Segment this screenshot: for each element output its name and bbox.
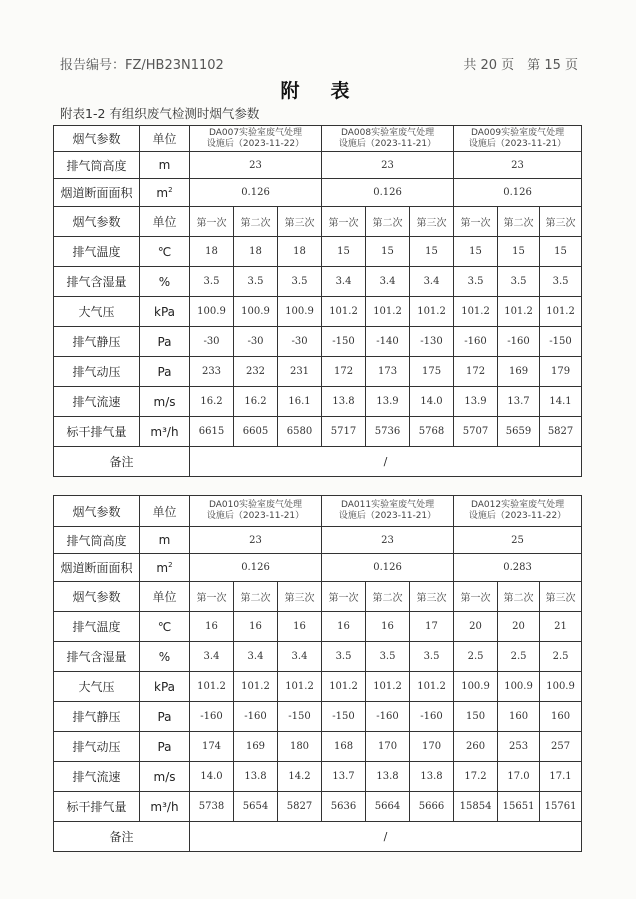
measurement-value: 5717 (322, 417, 366, 447)
section-area-value: 0.126 (190, 179, 322, 207)
measurement-value: 101.2 (322, 297, 366, 327)
sample-ordinal: 第一次 (190, 582, 234, 612)
table-row (54, 642, 582, 672)
table-row (54, 702, 582, 732)
measurement-value: 6580 (278, 417, 322, 447)
facility-header (454, 496, 582, 527)
row-label: 排气温度 (54, 612, 140, 642)
measurement-value: 13.9 (454, 387, 498, 417)
measurement-value: 150 (454, 702, 498, 732)
facility-header (322, 496, 454, 527)
sample-ordinal: 第二次 (234, 207, 278, 237)
measurement-value: 3.5 (322, 642, 366, 672)
measurement-value: 175 (410, 357, 454, 387)
measurement-value: 15854 (454, 792, 498, 822)
measurement-value: 101.2 (234, 672, 278, 702)
sample-ordinal: 第三次 (278, 207, 322, 237)
measurement-value: 172 (322, 357, 366, 387)
measurement-value: 3.4 (234, 642, 278, 672)
measurement-value: 2.5 (540, 642, 582, 672)
unit-header: 单位 (140, 126, 190, 152)
table-row (54, 672, 582, 702)
section-area-unit: $m^2$ (140, 554, 190, 582)
facility-header (190, 496, 322, 527)
row-label: 大气压 (54, 297, 140, 327)
measurement-value: 16 (190, 612, 234, 642)
measurement-value: 3.5 (234, 267, 278, 297)
section-area-value: 0.126 (190, 554, 322, 582)
measurement-value: 3.4 (410, 267, 454, 297)
measurement-value: -150 (322, 327, 366, 357)
row-label: 排气流速 (54, 387, 140, 417)
section-area-value: 0.126 (454, 179, 582, 207)
param-header: 烟气参数 (54, 126, 140, 152)
stack-height-value: 25 (454, 527, 582, 554)
table-row (54, 267, 582, 297)
stack-height-value: 23 (454, 152, 582, 179)
facility-date: 设施后（2023-11-22） (206, 138, 305, 149)
facility-date: 设施后（2023-11-21） (468, 138, 567, 149)
section-area-label: 烟道断面面积 (54, 179, 140, 207)
facility-name: DA011实验室废气处理 (340, 500, 435, 510)
facility-header (322, 126, 454, 152)
measurement-value: 20 (454, 612, 498, 642)
measurement-value: -150 (322, 702, 366, 732)
unit-header: 单位 (140, 582, 190, 612)
row-unit: Pa (140, 732, 190, 762)
measurement-value: 17 (410, 612, 454, 642)
measurement-value: 14.2 (278, 762, 322, 792)
facility-name: DA007实验室废气处理 (208, 127, 303, 138)
measurement-value: 169 (234, 732, 278, 762)
measurement-value: 13.8 (410, 762, 454, 792)
measurement-value: 2.5 (498, 642, 540, 672)
measurement-value: 172 (454, 357, 498, 387)
measurement-value: 170 (366, 732, 410, 762)
unit-text: m (156, 560, 169, 575)
section-area-label: 烟道断面面积 (54, 554, 140, 582)
measurement-value: 13.7 (322, 762, 366, 792)
measurement-value: 20 (498, 612, 540, 642)
measurement-value: -30 (278, 327, 322, 357)
measurement-value: 16 (322, 612, 366, 642)
row-label: 排气静压 (54, 702, 140, 732)
measurement-value: 5666 (410, 792, 454, 822)
stack-height-value: 23 (190, 152, 322, 179)
measurement-value: -150 (540, 327, 582, 357)
measurement-value: 3.4 (322, 267, 366, 297)
row-unit: m³/h (140, 792, 190, 822)
measurement-value: 3.5 (278, 267, 322, 297)
measurement-value: 3.5 (498, 267, 540, 297)
measurement-value: 233 (190, 357, 234, 387)
measurement-value: 18 (234, 237, 278, 267)
measurement-value: 101.2 (410, 672, 454, 702)
measurement-value: 16.2 (234, 387, 278, 417)
measurement-value: 232 (234, 357, 278, 387)
measurement-value: 100.9 (498, 672, 540, 702)
facility-date: 设施后（2023-11-22） (468, 511, 567, 521)
measurement-value: 3.5 (366, 642, 410, 672)
param-header: 烟气参数 (54, 582, 140, 612)
measurement-value: 3.5 (540, 267, 582, 297)
row-unit: kPa (140, 297, 190, 327)
row-label: 排气动压 (54, 732, 140, 762)
report-number: 报告编号：FZ/HB23N1102 (60, 58, 224, 73)
measurement-value: 5659 (498, 417, 540, 447)
measurement-value: -160 (234, 702, 278, 732)
sample-ordinal: 第三次 (540, 582, 582, 612)
measurement-value: 15 (454, 237, 498, 267)
measurement-value: 5768 (410, 417, 454, 447)
sample-ordinal: 第三次 (540, 207, 582, 237)
row-unit: m³/h (140, 417, 190, 447)
row-label: 标干排气量 (54, 417, 140, 447)
sample-ordinal: 第一次 (322, 207, 366, 237)
facility-date: 设施后（2023-11-21） (338, 138, 437, 149)
row-label: 排气含湿量 (54, 267, 140, 297)
table-row (54, 417, 582, 447)
row-label: 排气流速 (54, 762, 140, 792)
measurement-value: 21 (540, 612, 582, 642)
row-unit: kPa (140, 672, 190, 702)
sample-ordinal: 第一次 (190, 207, 234, 237)
stack-height-label: 排气筒高度 (54, 527, 140, 554)
row-unit: % (140, 642, 190, 672)
sample-ordinal: 第二次 (234, 582, 278, 612)
measurement-value: -160 (498, 327, 540, 357)
measurement-value: 101.2 (454, 297, 498, 327)
measurement-value: 5654 (234, 792, 278, 822)
measurement-value: -160 (410, 702, 454, 732)
sample-ordinal: 第三次 (410, 207, 454, 237)
sample-ordinal: 第三次 (410, 582, 454, 612)
measurement-value: 101.2 (278, 672, 322, 702)
measurement-value: 3.5 (454, 267, 498, 297)
table-caption: 附表1-2 有组织废气检测时烟气参数 (60, 106, 260, 121)
section-area-unit: $m^2$ (140, 179, 190, 207)
row-unit: Pa (140, 357, 190, 387)
table-row (54, 732, 582, 762)
measurement-value: -30 (190, 327, 234, 357)
stack-height-value: 23 (190, 527, 322, 554)
table-row (54, 792, 582, 822)
sample-ordinal: 第一次 (454, 582, 498, 612)
sample-ordinal: 第一次 (454, 207, 498, 237)
row-label: 排气动压 (54, 357, 140, 387)
measurement-value: 6615 (190, 417, 234, 447)
stack-height-unit: m (140, 152, 190, 179)
note-label: 备注 (54, 822, 190, 852)
measurement-value: 16.1 (278, 387, 322, 417)
row-label: 排气静压 (54, 327, 140, 357)
measurement-value: 2.5 (454, 642, 498, 672)
flue-gas-table-1 (53, 125, 582, 477)
row-unit: ℃ (140, 612, 190, 642)
measurement-value: 16 (278, 612, 322, 642)
measurement-value: -140 (366, 327, 410, 357)
measurement-value: 3.4 (190, 642, 234, 672)
measurement-value: 16.2 (190, 387, 234, 417)
measurement-value: 179 (540, 357, 582, 387)
measurement-value: 16 (234, 612, 278, 642)
sample-ordinal: 第二次 (498, 207, 540, 237)
measurement-value: 170 (410, 732, 454, 762)
measurement-value: 180 (278, 732, 322, 762)
measurement-value: 101.2 (322, 672, 366, 702)
section-area-value: 0.126 (322, 179, 454, 207)
measurement-value: 3.5 (410, 642, 454, 672)
measurement-value: 100.9 (454, 672, 498, 702)
table-row (54, 387, 582, 417)
measurement-value: 160 (540, 702, 582, 732)
measurement-value: 15 (322, 237, 366, 267)
measurement-value: 18 (190, 237, 234, 267)
row-unit: ℃ (140, 237, 190, 267)
measurement-value: 100.9 (234, 297, 278, 327)
section-area-value: 0.126 (322, 554, 454, 582)
sample-ordinal: 第三次 (278, 582, 322, 612)
stack-height-value: 23 (322, 152, 454, 179)
measurement-value: 13.8 (366, 762, 410, 792)
measurement-value: -160 (366, 702, 410, 732)
measurement-value: 101.2 (540, 297, 582, 327)
measurement-value: 6605 (234, 417, 278, 447)
row-unit: Pa (140, 702, 190, 732)
measurement-value: 5738 (190, 792, 234, 822)
measurement-value: 14.0 (410, 387, 454, 417)
facility-header (190, 126, 322, 152)
measurement-value: 15651 (498, 792, 540, 822)
measurement-value: 3.5 (190, 267, 234, 297)
measurement-value: 17.0 (498, 762, 540, 792)
measurement-value: 231 (278, 357, 322, 387)
stack-height-value: 23 (322, 527, 454, 554)
measurement-value: -160 (190, 702, 234, 732)
measurement-value: 13.8 (234, 762, 278, 792)
measurement-value: 14.1 (540, 387, 582, 417)
sample-ordinal: 第二次 (366, 582, 410, 612)
measurement-value: 101.2 (366, 297, 410, 327)
facility-header (454, 126, 582, 152)
note-label: 备注 (54, 447, 190, 477)
measurement-value: 101.2 (498, 297, 540, 327)
measurement-value: 13.8 (322, 387, 366, 417)
measurement-value: 5736 (366, 417, 410, 447)
measurement-value: 15 (410, 237, 454, 267)
measurement-value: 168 (322, 732, 366, 762)
row-unit: m/s (140, 762, 190, 792)
measurement-value: 101.2 (410, 297, 454, 327)
param-header: 烟气参数 (54, 207, 140, 237)
unit-header: 单位 (140, 207, 190, 237)
measurement-value: 13.9 (366, 387, 410, 417)
row-unit: Pa (140, 327, 190, 357)
measurement-value: 100.9 (540, 672, 582, 702)
measurement-value: 15 (366, 237, 410, 267)
measurement-value: 100.9 (278, 297, 322, 327)
param-header: 烟气参数 (54, 496, 140, 527)
page-indicator: 共 20 页 第 15 页 (463, 58, 578, 73)
measurement-value: 5664 (366, 792, 410, 822)
measurement-value: 260 (454, 732, 498, 762)
table-row (54, 237, 582, 267)
facility-name: DA008实验室废气处理 (340, 127, 435, 138)
measurement-value: -130 (410, 327, 454, 357)
measurement-value: 5827 (540, 417, 582, 447)
measurement-value: 15 (498, 237, 540, 267)
table-row (54, 297, 582, 327)
measurement-value: 101.2 (366, 672, 410, 702)
sample-ordinal: 第二次 (366, 207, 410, 237)
row-label: 大气压 (54, 672, 140, 702)
note-value: / (190, 447, 582, 477)
stack-height-label: 排气筒高度 (54, 152, 140, 179)
measurement-value: 15761 (540, 792, 582, 822)
table-row (54, 327, 582, 357)
section-area-value: 0.283 (454, 554, 582, 582)
measurement-value: 173 (366, 357, 410, 387)
measurement-value: 17.1 (540, 762, 582, 792)
table-row (54, 357, 582, 387)
measurement-value: 160 (498, 702, 540, 732)
measurement-value: 3.4 (278, 642, 322, 672)
facility-name: DA012实验室废气处理 (470, 500, 565, 510)
note-value: / (190, 822, 582, 852)
measurement-value: 174 (190, 732, 234, 762)
measurement-value: 3.4 (366, 267, 410, 297)
measurement-value: 5636 (322, 792, 366, 822)
facility-date: 设施后（2023-11-21） (338, 511, 437, 521)
row-unit: % (140, 267, 190, 297)
measurement-value: 18 (278, 237, 322, 267)
measurement-value: -30 (234, 327, 278, 357)
unit-header: 单位 (140, 496, 190, 527)
row-label: 标干排气量 (54, 792, 140, 822)
stack-height-unit: m (140, 527, 190, 554)
facility-name: DA010实验室废气处理 (208, 500, 303, 510)
measurement-value: 101.2 (190, 672, 234, 702)
flue-gas-table-2 (53, 495, 582, 852)
facility-name: DA009实验室废气处理 (470, 127, 565, 138)
measurement-value: 5827 (278, 792, 322, 822)
table-row (54, 762, 582, 792)
measurement-value: 169 (498, 357, 540, 387)
row-label: 排气含湿量 (54, 642, 140, 672)
measurement-value: 253 (498, 732, 540, 762)
measurement-value: -150 (278, 702, 322, 732)
row-unit: m/s (140, 387, 190, 417)
measurement-value: 15 (540, 237, 582, 267)
measurement-value: 14.0 (190, 762, 234, 792)
unit-text: m (156, 185, 169, 200)
facility-date: 设施后（2023-11-21） (206, 511, 305, 521)
measurement-value: 5707 (454, 417, 498, 447)
measurement-value: 13.7 (498, 387, 540, 417)
table-row (54, 612, 582, 642)
measurement-value: 100.9 (190, 297, 234, 327)
measurement-value: -160 (454, 327, 498, 357)
measurement-value: 16 (366, 612, 410, 642)
measurement-value: 257 (540, 732, 582, 762)
measurement-value: 17.2 (454, 762, 498, 792)
sample-ordinal: 第一次 (322, 582, 366, 612)
row-label: 排气温度 (54, 237, 140, 267)
document-title: 附 表 (280, 80, 356, 102)
sample-ordinal: 第二次 (498, 582, 540, 612)
